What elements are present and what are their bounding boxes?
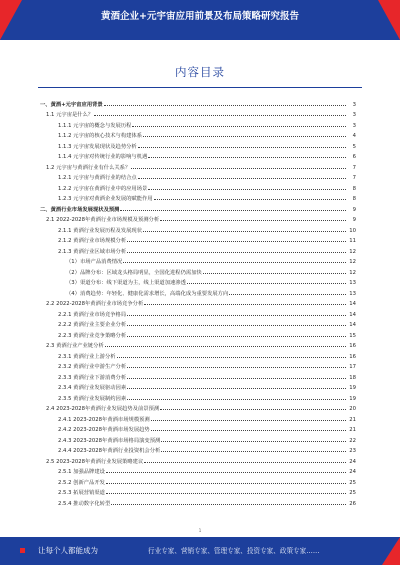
toc-leader-dots xyxy=(111,504,346,505)
toc-entry-page: 9 xyxy=(352,217,356,223)
toc-entry-label: （4）消费趋势：年轻化、健康化需求增长，高端化成为重要发展方向 xyxy=(66,290,229,297)
toc-leader-dots xyxy=(138,178,346,179)
toc-leader-dots xyxy=(127,378,346,379)
toc-leader-dots xyxy=(105,346,346,347)
toc-entry[interactable] xyxy=(40,307,356,318)
toc-entry[interactable] xyxy=(40,181,356,192)
toc-entry[interactable] xyxy=(40,129,356,140)
toc-leader-dots xyxy=(160,220,346,221)
toc-entry-label: （1）市场产品消费情况 xyxy=(66,259,123,265)
toc-entry[interactable] xyxy=(40,486,356,497)
toc-entry-label: 1.1 元宇宙是什么？ xyxy=(46,112,94,118)
toc-entry[interactable] xyxy=(40,339,356,350)
toc-entry-page: 7 xyxy=(352,175,356,181)
toc-entry-page: 19 xyxy=(349,385,356,391)
toc-entry[interactable] xyxy=(40,433,356,444)
toc-leader-dots xyxy=(123,262,346,263)
toc-entry-label: 2.4 2023-2028年黄酒行业发展趋势及前景预测 xyxy=(46,406,160,412)
toc-entry-page: 25 xyxy=(349,490,356,496)
toc-entry[interactable] xyxy=(40,118,356,129)
toc-entry-page: 17 xyxy=(349,364,356,370)
toc-entry-page: 11 xyxy=(349,238,356,244)
toc-entry-page: 21 xyxy=(349,416,356,423)
toc-leader-dots xyxy=(160,409,346,410)
toc-entry[interactable] xyxy=(40,328,356,339)
toc-entry-page: 14 xyxy=(349,301,356,307)
toc-leader-dots xyxy=(151,420,346,421)
toc-leader-dots xyxy=(106,472,346,473)
toc-leader-dots xyxy=(187,283,346,284)
toc-entry-label: 1.2 元宇宙与黄酒行业有什么关系？ xyxy=(46,164,131,171)
toc-entry[interactable] xyxy=(40,139,356,150)
toc-entry-label: （3）渠道分布：线下渠道为主，线上渠道加速渗透 xyxy=(66,280,186,286)
toc-entry[interactable] xyxy=(40,402,356,413)
toc-entry-page: 12 xyxy=(349,248,356,255)
toc-entry-page: 6 xyxy=(352,154,356,160)
toc-entry-page: 15 xyxy=(349,332,356,339)
toc-entry-page: 12 xyxy=(349,259,356,265)
toc-entry-page: 3 xyxy=(352,112,356,118)
toc-entry-page: 5 xyxy=(352,143,356,150)
toc-entry[interactable] xyxy=(40,97,356,108)
toc-entry-label: 2.5.4 推动数字化转型 xyxy=(58,500,111,507)
toc-entry[interactable] xyxy=(40,496,356,507)
footer-roles: 行业专家、营销专家、管理专家、投资专家、政策专家…… xyxy=(148,547,320,555)
toc-entry-page: 8 xyxy=(352,185,356,192)
toc-entry-label: 2.3.5 黄酒行业发展制约因素 xyxy=(58,395,127,402)
toc-entry-label: 2.3 黄酒行业产业链分析 xyxy=(46,343,104,349)
toc-entry-label: 2.3.2 黄酒行业中游生产分析 xyxy=(58,364,127,370)
report-header xyxy=(0,0,400,40)
report-footer xyxy=(0,537,400,565)
toc-entry[interactable] xyxy=(40,108,356,119)
toc-entry-page: 24 xyxy=(349,469,356,475)
toc-entry[interactable] xyxy=(40,150,356,161)
toc-leader-dots xyxy=(148,189,346,190)
toc-entry-page: 4 xyxy=(352,133,356,139)
toc-entry-label: 2.5.1 加强品牌建设 xyxy=(58,469,105,475)
toc-entry-page: 8 xyxy=(352,196,356,202)
toc-entry-label: （2）品牌分布：区域龙头格局明显，全国化进程仍需加快 xyxy=(66,269,202,276)
toc-leader-dots xyxy=(106,493,346,494)
toc-entry-label: 二、黄酒行业市场发展现状及预测 xyxy=(40,206,120,213)
toc-entry[interactable] xyxy=(40,192,356,203)
toc-entry[interactable] xyxy=(40,423,356,434)
toc-leader-dots xyxy=(151,430,346,431)
toc-entry-label: 1.2.3 元宇宙对黄酒企业发展的赋能作用 xyxy=(58,196,153,202)
toc-entry-label: 2.1 2022-2028年黄酒行业市场规模及预测分析 xyxy=(46,217,160,223)
toc-entry-page: 14 xyxy=(349,311,356,318)
toc-entry[interactable] xyxy=(40,255,356,266)
toc-leader-dots xyxy=(94,115,346,116)
toc-leader-dots xyxy=(127,367,346,368)
toc-entry-page: 16 xyxy=(349,353,356,360)
toc-entry-label: 2.3.3 黄酒行业下游消费分析 xyxy=(58,374,127,381)
toc-entry[interactable] xyxy=(40,349,356,360)
toc-entry-page: 12 xyxy=(349,269,356,276)
toc-entry-label: 1.1.2 元宇宙的核心技术与构建体系 xyxy=(58,133,143,139)
toc-leader-dots xyxy=(127,399,346,400)
toc-leader-dots xyxy=(106,483,346,484)
toc-entry[interactable] xyxy=(40,360,356,371)
toc-entry[interactable] xyxy=(40,475,356,486)
toc-entry[interactable] xyxy=(40,234,356,245)
toc-entry-label: 1.1.3 元宇宙发展现状及趋势分析 xyxy=(58,143,137,150)
toc-entry-label: 2.4.3 2023-2028年黄酒市场格局演变预测 xyxy=(58,437,161,444)
toc-leader-dots xyxy=(117,357,346,358)
toc-leader-dots xyxy=(131,168,346,169)
toc-leader-dots xyxy=(138,147,346,148)
toc-entry-page: 25 xyxy=(349,479,356,486)
toc-entry-page: 14 xyxy=(349,322,356,328)
table-of-contents xyxy=(40,97,356,507)
toc-leader-dots xyxy=(127,241,346,242)
toc-entry[interactable] xyxy=(40,213,356,224)
toc-entry[interactable] xyxy=(40,223,356,234)
toc-entry-label: 2.1.3 黄酒行业区域市场分析 xyxy=(58,248,127,255)
toc-entry[interactable] xyxy=(40,286,356,297)
toc-entry-page: 22 xyxy=(349,437,356,444)
toc-entry-page: 20 xyxy=(349,406,356,412)
toc-entry-label: 2.5 2023-2028年黄酒行业发展策略建议 xyxy=(46,458,144,465)
toc-entry-label: 1.2.2 元宇宙在黄酒行业中的应用场景 xyxy=(58,185,148,192)
toc-entry-label: 2.4.1 2023-2028年黄酒市场规模预测 xyxy=(58,416,150,423)
toc-entry[interactable] xyxy=(40,265,356,276)
report-title: 黄酒企业+元宇宙应用前景及布局策略研究报告 xyxy=(101,11,299,22)
toc-entry-page: 19 xyxy=(349,395,356,402)
toc-leader-dots xyxy=(127,252,346,253)
toc-entry-page: 26 xyxy=(349,500,356,507)
toc-entry[interactable] xyxy=(40,454,356,465)
toc-leader-dots xyxy=(127,325,346,326)
toc-entry[interactable] xyxy=(40,171,356,182)
toc-entry-page: 10 xyxy=(349,227,356,234)
toc-entry-label: 2.4.2 2023-2028年黄酒市场发展趋势 xyxy=(58,427,150,433)
toc-leader-dots xyxy=(104,105,346,106)
toc-entry[interactable] xyxy=(40,391,356,402)
toc-top-rule xyxy=(38,87,362,88)
toc-leader-dots xyxy=(144,304,346,305)
toc-leader-dots xyxy=(161,441,346,442)
toc-entry-label: 1.2.1 元宇宙与黄酒行业的结合点 xyxy=(58,175,137,181)
toc-entry-label: 2.5.2 创新产品开发 xyxy=(58,479,105,486)
toc-entry[interactable] xyxy=(40,444,356,455)
toc-entry-page: 3 xyxy=(352,101,356,108)
toc-heading: 内容目录 xyxy=(175,65,225,79)
toc-leader-dots xyxy=(154,199,346,200)
toc-entry-label: 1.1.4 元宇宙对传统行业的影响与机遇 xyxy=(58,154,148,160)
toc-leader-dots xyxy=(127,388,346,389)
toc-entry-page: 13 xyxy=(349,280,356,286)
toc-entry-label: 2.2.3 黄酒行业竞争策略分析 xyxy=(58,332,127,339)
footer-slogan: 让每个人都能成为 xyxy=(38,546,98,555)
toc-leader-dots xyxy=(148,157,346,158)
toc-entry[interactable] xyxy=(40,276,356,287)
toc-entry-label: 一、黄酒+元宇宙应用背景 xyxy=(40,101,103,108)
toc-leader-dots xyxy=(132,126,346,127)
toc-entry-label: 2.2.1 黄酒行业市场竞争格局 xyxy=(58,311,127,318)
toc-entry[interactable] xyxy=(40,381,356,392)
toc-entry[interactable] xyxy=(40,370,356,381)
toc-entry[interactable] xyxy=(40,160,356,171)
footer-right-accent xyxy=(382,537,400,565)
page-number: 1 xyxy=(198,528,202,533)
toc-leader-dots xyxy=(203,273,346,274)
toc-leader-dots xyxy=(161,451,346,452)
toc-entry-page: 18 xyxy=(349,374,356,381)
toc-leader-dots xyxy=(144,462,346,463)
toc-leader-dots xyxy=(229,294,346,295)
footer-accent-square xyxy=(20,548,25,553)
toc-entry-label: 2.4.4 2023-2028年黄酒行业投资机会分析 xyxy=(58,448,161,454)
toc-entry-page: 7 xyxy=(352,164,356,171)
toc-entry-label: 2.2.2 黄酒行业主要企业分析 xyxy=(58,322,127,328)
toc-entry-page: 23 xyxy=(349,448,356,454)
toc-entry-label: 1.1.1 元宇宙的概念与发展历程 xyxy=(58,122,132,129)
toc-leader-dots xyxy=(120,210,346,211)
toc-entry[interactable] xyxy=(40,318,356,329)
toc-entry-label: 2.3.1 黄酒行业上游分析 xyxy=(58,353,116,360)
toc-entry-label: 2.1.2 黄酒行业市场规模分析 xyxy=(58,238,127,244)
toc-entry-page: 3 xyxy=(352,122,356,129)
toc-entry-label: 2.5.3 拓展营销渠道 xyxy=(58,490,105,496)
toc-entry[interactable] xyxy=(40,202,356,213)
toc-entry[interactable] xyxy=(40,297,356,308)
toc-entry-page: 24 xyxy=(349,458,356,465)
toc-entry-page: 13 xyxy=(349,290,356,297)
toc-entry[interactable] xyxy=(40,412,356,423)
toc-entry-page: 21 xyxy=(349,427,356,433)
toc-entry-page: 9 xyxy=(352,206,356,213)
toc-leader-dots xyxy=(127,336,346,337)
toc-entry-page: 16 xyxy=(349,343,356,349)
toc-entry[interactable] xyxy=(40,465,356,476)
toc-entry-label: 2.3.4 黄酒行业发展驱动因素 xyxy=(58,385,127,391)
toc-leader-dots xyxy=(127,315,346,316)
toc-entry[interactable] xyxy=(40,244,356,255)
toc-entry-label: 2.1.1 黄酒行业发展历程及发展现状 xyxy=(58,227,143,234)
toc-leader-dots xyxy=(143,136,346,137)
toc-leader-dots xyxy=(143,231,346,232)
toc-entry-label: 2.2 2022-2028年黄酒行业市场竞争分析 xyxy=(46,301,144,307)
